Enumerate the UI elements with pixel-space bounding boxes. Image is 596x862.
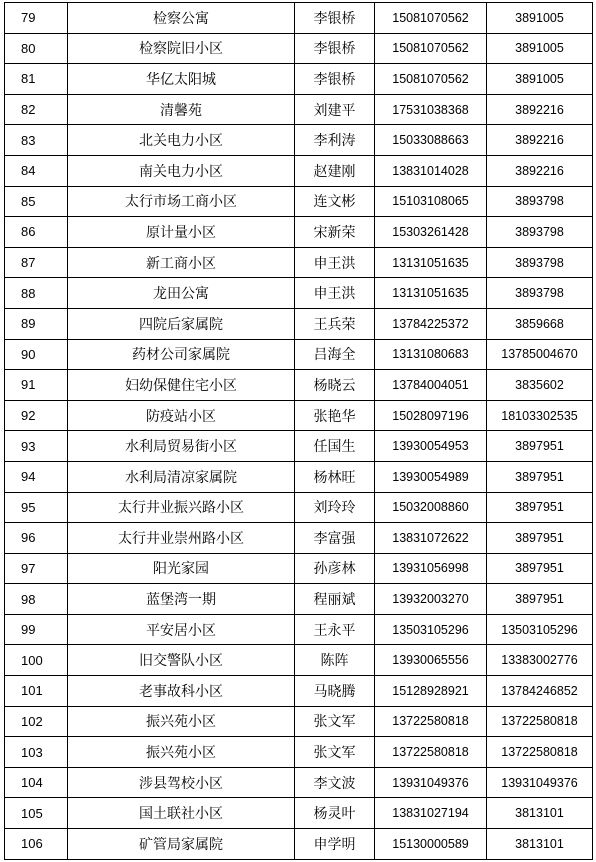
table-row	[5, 370, 593, 401]
community-name: 涉县驾校小区	[68, 767, 295, 798]
table-row	[5, 553, 593, 584]
table-row	[5, 125, 593, 156]
row-number: 81	[5, 64, 68, 95]
contact-person: 申王洪	[295, 247, 375, 278]
community-name: 振兴苑小区	[68, 737, 295, 768]
row-number: 94	[5, 461, 68, 492]
community-name: 平安居小区	[68, 614, 295, 645]
mobile-number: 13931049376	[375, 767, 487, 798]
phone-number: 3893798	[487, 247, 593, 278]
mobile-number: 15081070562	[375, 64, 487, 95]
contact-person: 李文波	[295, 767, 375, 798]
contact-person: 李利涛	[295, 125, 375, 156]
row-number: 105	[5, 798, 68, 829]
community-name: 防疫站小区	[68, 400, 295, 431]
mobile-number: 15081070562	[375, 33, 487, 64]
table-row	[5, 247, 593, 278]
phone-number: 3897951	[487, 523, 593, 554]
row-number: 96	[5, 523, 68, 554]
row-number: 99	[5, 614, 68, 645]
contact-person: 杨灵叶	[295, 798, 375, 829]
community-name: 药材公司家属院	[68, 339, 295, 370]
row-number: 86	[5, 217, 68, 248]
phone-number: 18103302535	[487, 400, 593, 431]
mobile-number: 15130000589	[375, 829, 487, 860]
row-number: 93	[5, 431, 68, 462]
row-number: 83	[5, 125, 68, 156]
table-row	[5, 94, 593, 125]
mobile-number: 13722580818	[375, 706, 487, 737]
row-number: 100	[5, 645, 68, 676]
phone-number: 13383002776	[487, 645, 593, 676]
phone-number: 13785004670	[487, 339, 593, 370]
mobile-number: 13930065556	[375, 645, 487, 676]
table-row	[5, 767, 593, 798]
community-name: 国土联社小区	[68, 798, 295, 829]
mobile-number: 15303261428	[375, 217, 487, 248]
community-name: 太行井业振兴路小区	[68, 492, 295, 523]
contact-person: 李银桥	[295, 3, 375, 34]
row-number: 106	[5, 829, 68, 860]
contact-person: 王兵荣	[295, 308, 375, 339]
mobile-number: 13831014028	[375, 155, 487, 186]
row-number: 89	[5, 308, 68, 339]
table-row	[5, 706, 593, 737]
table-row	[5, 155, 593, 186]
contact-person: 程丽斌	[295, 584, 375, 615]
mobile-number: 13831027194	[375, 798, 487, 829]
mobile-number: 13784004051	[375, 370, 487, 401]
phone-number: 3897951	[487, 492, 593, 523]
mobile-number: 13131051635	[375, 247, 487, 278]
contact-person: 李银桥	[295, 64, 375, 95]
contact-person: 李银桥	[295, 33, 375, 64]
community-name: 矿管局家属院	[68, 829, 295, 860]
community-name: 北关电力小区	[68, 125, 295, 156]
table-row	[5, 400, 593, 431]
phone-number: 3892216	[487, 94, 593, 125]
phone-number: 13503105296	[487, 614, 593, 645]
mobile-number: 15032008860	[375, 492, 487, 523]
phone-number: 3813101	[487, 829, 593, 860]
phone-number: 3891005	[487, 33, 593, 64]
phone-number: 13784246852	[487, 676, 593, 707]
community-name: 四院后家属院	[68, 308, 295, 339]
phone-number: 3897951	[487, 431, 593, 462]
phone-number: 3892216	[487, 125, 593, 156]
contact-person: 张艳华	[295, 400, 375, 431]
mobile-number: 13784225372	[375, 308, 487, 339]
phone-number: 3897951	[487, 461, 593, 492]
community-name: 龙田公寓	[68, 278, 295, 309]
phone-number: 13931049376	[487, 767, 593, 798]
phone-number: 13722580818	[487, 706, 593, 737]
row-number: 82	[5, 94, 68, 125]
contact-person: 刘建平	[295, 94, 375, 125]
community-name: 南关电力小区	[68, 155, 295, 186]
community-name: 检察院旧小区	[68, 33, 295, 64]
phone-number: 13722580818	[487, 737, 593, 768]
table-row	[5, 614, 593, 645]
mobile-number: 13930054989	[375, 461, 487, 492]
mobile-number: 13930054953	[375, 431, 487, 462]
contact-person: 王永平	[295, 614, 375, 645]
contact-person: 张文军	[295, 737, 375, 768]
mobile-number: 13131080683	[375, 339, 487, 370]
row-number: 91	[5, 370, 68, 401]
community-name: 检察公寓	[68, 3, 295, 34]
mobile-number: 17531038368	[375, 94, 487, 125]
mobile-number: 13503105296	[375, 614, 487, 645]
table-row	[5, 676, 593, 707]
mobile-number: 15028097196	[375, 400, 487, 431]
phone-number: 3892216	[487, 155, 593, 186]
phone-number: 3897951	[487, 584, 593, 615]
mobile-number: 15128928921	[375, 676, 487, 707]
table-row	[5, 829, 593, 860]
contact-person: 吕海全	[295, 339, 375, 370]
table-row	[5, 461, 593, 492]
contact-person: 马晓腾	[295, 676, 375, 707]
table-row	[5, 278, 593, 309]
phone-number: 3897951	[487, 553, 593, 584]
contact-person: 宋新荣	[295, 217, 375, 248]
row-number: 98	[5, 584, 68, 615]
community-name: 华亿太阳城	[68, 64, 295, 95]
contact-person: 杨林旺	[295, 461, 375, 492]
table-row	[5, 523, 593, 554]
contact-person: 任国生	[295, 431, 375, 462]
contact-person: 赵建刚	[295, 155, 375, 186]
row-number: 97	[5, 553, 68, 584]
community-name: 新工商小区	[68, 247, 295, 278]
row-number: 102	[5, 706, 68, 737]
contact-person: 杨晓云	[295, 370, 375, 401]
mobile-number: 13722580818	[375, 737, 487, 768]
phone-number: 3835602	[487, 370, 593, 401]
row-number: 95	[5, 492, 68, 523]
table-row	[5, 798, 593, 829]
contact-person: 申王洪	[295, 278, 375, 309]
table-row	[5, 64, 593, 95]
row-number: 80	[5, 33, 68, 64]
table-row	[5, 308, 593, 339]
phone-number: 3859668	[487, 308, 593, 339]
table-row	[5, 492, 593, 523]
row-number: 84	[5, 155, 68, 186]
phone-number: 3893798	[487, 217, 593, 248]
community-name: 太行井业崇州路小区	[68, 523, 295, 554]
community-name: 妇幼保健住宅小区	[68, 370, 295, 401]
community-name: 振兴苑小区	[68, 706, 295, 737]
row-number: 90	[5, 339, 68, 370]
mobile-number: 15103108065	[375, 186, 487, 217]
community-name: 蓝堡湾一期	[68, 584, 295, 615]
table-row	[5, 737, 593, 768]
row-number: 88	[5, 278, 68, 309]
community-contact-table	[4, 2, 593, 860]
contact-person: 连文彬	[295, 186, 375, 217]
community-name: 阳光家园	[68, 553, 295, 584]
row-number: 85	[5, 186, 68, 217]
table-body	[5, 3, 593, 860]
contact-table-container	[4, 2, 592, 860]
phone-number: 3813101	[487, 798, 593, 829]
phone-number: 3893798	[487, 278, 593, 309]
table-row	[5, 645, 593, 676]
mobile-number: 13131051635	[375, 278, 487, 309]
contact-person: 陈阵	[295, 645, 375, 676]
table-row	[5, 3, 593, 34]
community-name: 旧交警队小区	[68, 645, 295, 676]
mobile-number: 13932003270	[375, 584, 487, 615]
row-number: 92	[5, 400, 68, 431]
table-row	[5, 186, 593, 217]
mobile-number: 15081070562	[375, 3, 487, 34]
contact-person: 刘玲玲	[295, 492, 375, 523]
table-row	[5, 217, 593, 248]
table-row	[5, 431, 593, 462]
row-number: 104	[5, 767, 68, 798]
community-name: 水利局贸易街小区	[68, 431, 295, 462]
community-name: 太行市场工商小区	[68, 186, 295, 217]
contact-person: 申学明	[295, 829, 375, 860]
row-number: 87	[5, 247, 68, 278]
community-name: 清馨苑	[68, 94, 295, 125]
contact-person: 李富强	[295, 523, 375, 554]
community-name: 水利局清凉家属院	[68, 461, 295, 492]
contact-person: 孙彦林	[295, 553, 375, 584]
row-number: 79	[5, 3, 68, 34]
contact-person: 张文军	[295, 706, 375, 737]
table-row	[5, 584, 593, 615]
phone-number: 3891005	[487, 3, 593, 34]
community-name: 原计量小区	[68, 217, 295, 248]
mobile-number: 15033088663	[375, 125, 487, 156]
table-row	[5, 339, 593, 370]
phone-number: 3893798	[487, 186, 593, 217]
row-number: 101	[5, 676, 68, 707]
table-row	[5, 33, 593, 64]
row-number: 103	[5, 737, 68, 768]
community-name: 老事故科小区	[68, 676, 295, 707]
mobile-number: 13831072622	[375, 523, 487, 554]
phone-number: 3891005	[487, 64, 593, 95]
mobile-number: 13931056998	[375, 553, 487, 584]
